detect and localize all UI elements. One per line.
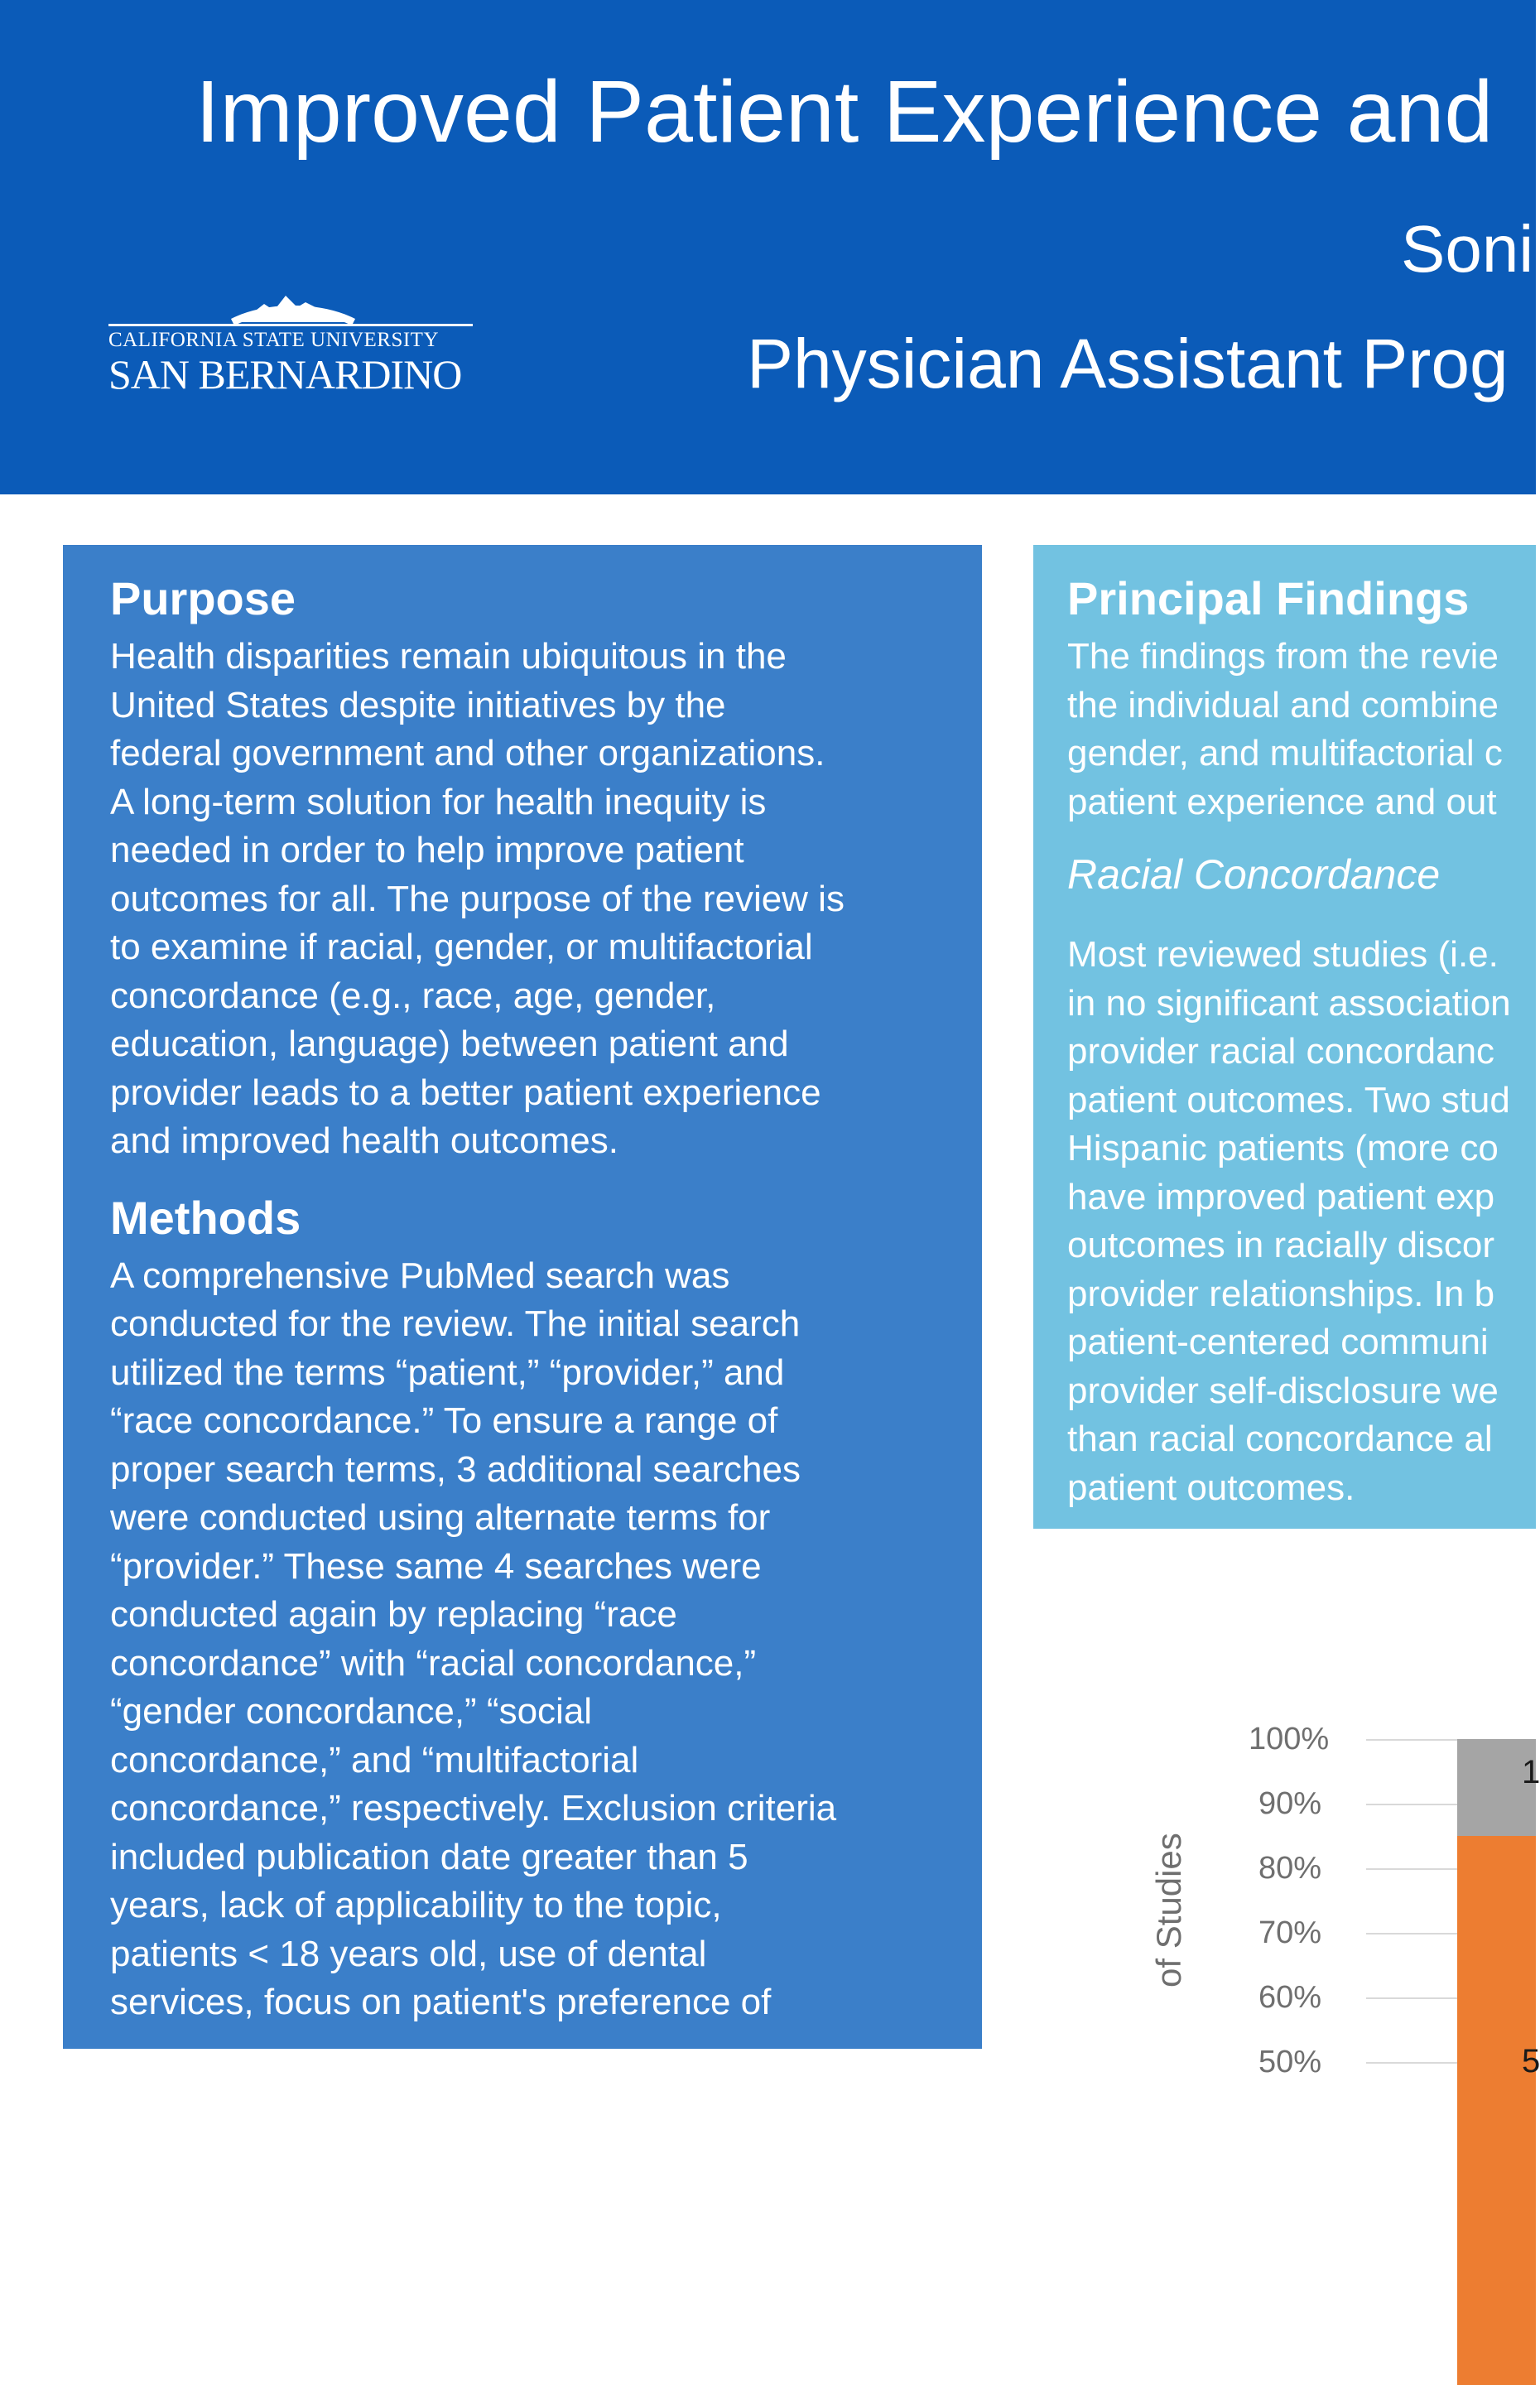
methods-line: patients < 18 years old, use of dental	[110, 1933, 707, 1974]
poster-author: Soni	[1401, 212, 1534, 286]
racial-line: Hispanic patients (more co	[1067, 1128, 1499, 1168]
racial-line: provider relationships. In b	[1067, 1273, 1495, 1314]
poster-title: Improved Patient Experience and	[195, 63, 1494, 161]
methods-line: concordance” with “racial concordance,”	[110, 1642, 757, 1684]
poster-program: Physician Assistant Prog	[747, 325, 1509, 402]
racial-line: have improved patient exp	[1067, 1176, 1495, 1217]
findings-line: gender, and multifactorial c	[1067, 733, 1503, 773]
findings-line: patient experience and out	[1067, 781, 1497, 822]
racial-line: provider self-disclosure we	[1067, 1370, 1499, 1411]
purpose-line: United States despite initiatives by the	[110, 684, 726, 725]
methods-line: included publication date greater than 5	[110, 1836, 748, 1877]
purpose-text	[110, 633, 949, 1166]
methods-line: “gender concordance,” “social	[110, 1691, 593, 1732]
methods-line: “provider.” These same 4 searches were	[110, 1545, 762, 1587]
methods-line: years, lack of applicability to the topic,	[110, 1885, 722, 1925]
racial-line: outcomes in racially discor	[1067, 1225, 1494, 1265]
racial-line: patient outcomes.	[1067, 1467, 1355, 1508]
purpose-line: Health disparities remain ubiquitous in the	[110, 636, 787, 677]
racial-line: Most reviewed studies (i.e.	[1067, 934, 1499, 975]
methods-line: services, focus on patient's preference of	[110, 1982, 772, 2022]
methods-line: conducted again by replacing “race	[110, 1594, 677, 1635]
chart-data-label: 5	[1522, 2042, 1540, 2079]
purpose-line: outcomes for all. The purpose of the review is	[110, 878, 845, 919]
logo-university-line: CALIFORNIA STATE UNIVERSITY	[108, 329, 439, 351]
methods-line: concordance,” respectively. Exclusion criteria	[110, 1788, 837, 1828]
left-panel	[63, 545, 982, 2049]
logo-campus-line: SAN BERNARDINO	[108, 351, 462, 398]
methods-text	[110, 1252, 949, 2027]
findings-intro-text	[1067, 633, 1536, 826]
purpose-line: federal government and other organizations.	[110, 733, 825, 773]
purpose-heading: Purpose	[110, 572, 296, 624]
racial-line: in no significant association	[1067, 982, 1511, 1024]
methods-line: utilized the terms “patient,” “provider,” and	[110, 1352, 785, 1393]
racial-line: than racial concordance al	[1067, 1419, 1493, 1459]
chart-y-tick-label: 80%	[1258, 1851, 1321, 1886]
racial-line: provider racial concordanc	[1067, 1031, 1495, 1072]
findings-line: the individual and combine	[1067, 684, 1499, 725]
methods-line: conducted for the review. The initial search	[110, 1303, 801, 1344]
racial-line: patient outcomes. Two stud	[1067, 1079, 1510, 1120]
purpose-line: concordance (e.g., race, age, gender,	[110, 975, 716, 1016]
methods-line: A comprehensive PubMed search was	[110, 1255, 730, 1296]
racial-concordance-text	[1067, 931, 1536, 1512]
purpose-line: provider leads to a better patient experience	[110, 1072, 821, 1113]
mountain-arch-icon	[108, 271, 473, 329]
chart-y-tick-label: 90%	[1258, 1786, 1321, 1821]
methods-line: concordance,” and “multifactorial	[110, 1739, 639, 1780]
principal-findings-panel	[1033, 545, 1536, 1529]
poster-header	[0, 0, 1536, 494]
purpose-line: education, language) between patient and	[110, 1024, 789, 1064]
chart-y-tick-label: 70%	[1258, 1915, 1321, 1950]
methods-heading: Methods	[110, 1191, 301, 1244]
chart-y-tick-label: 50%	[1258, 2045, 1321, 2079]
racial-concordance-subheading: Racial Concordance	[1067, 851, 1441, 898]
chart-y-tick-label: 100%	[1249, 1722, 1330, 1756]
concordance-bar-chart	[1143, 1706, 1540, 2079]
purpose-line: to examine if racial, gender, or multifactorial	[110, 927, 813, 967]
methods-line: “race concordance.” To ensure a range of	[110, 1400, 778, 1441]
chart-bar-segment	[1457, 1836, 1536, 2385]
purpose-line: and improved health outcomes.	[110, 1120, 618, 1161]
methods-line: proper search terms, 3 additional searches	[110, 1448, 801, 1490]
purpose-line: needed in order to help improve patient	[110, 830, 744, 870]
chart-y-tick-label: 60%	[1258, 1980, 1321, 2015]
university-logo	[108, 271, 473, 397]
purpose-line: A long-term solution for health inequity is	[110, 781, 767, 822]
findings-line: The findings from the revie	[1067, 636, 1499, 677]
findings-heading: Principal Findings	[1067, 572, 1470, 624]
chart-data-label: 1	[1522, 1754, 1540, 1790]
racial-line: patient-centered communi	[1067, 1322, 1489, 1362]
methods-line: were conducted using alternate terms for	[110, 1497, 771, 1538]
chart-y-axis-label: of Studies	[1149, 1833, 1188, 1988]
